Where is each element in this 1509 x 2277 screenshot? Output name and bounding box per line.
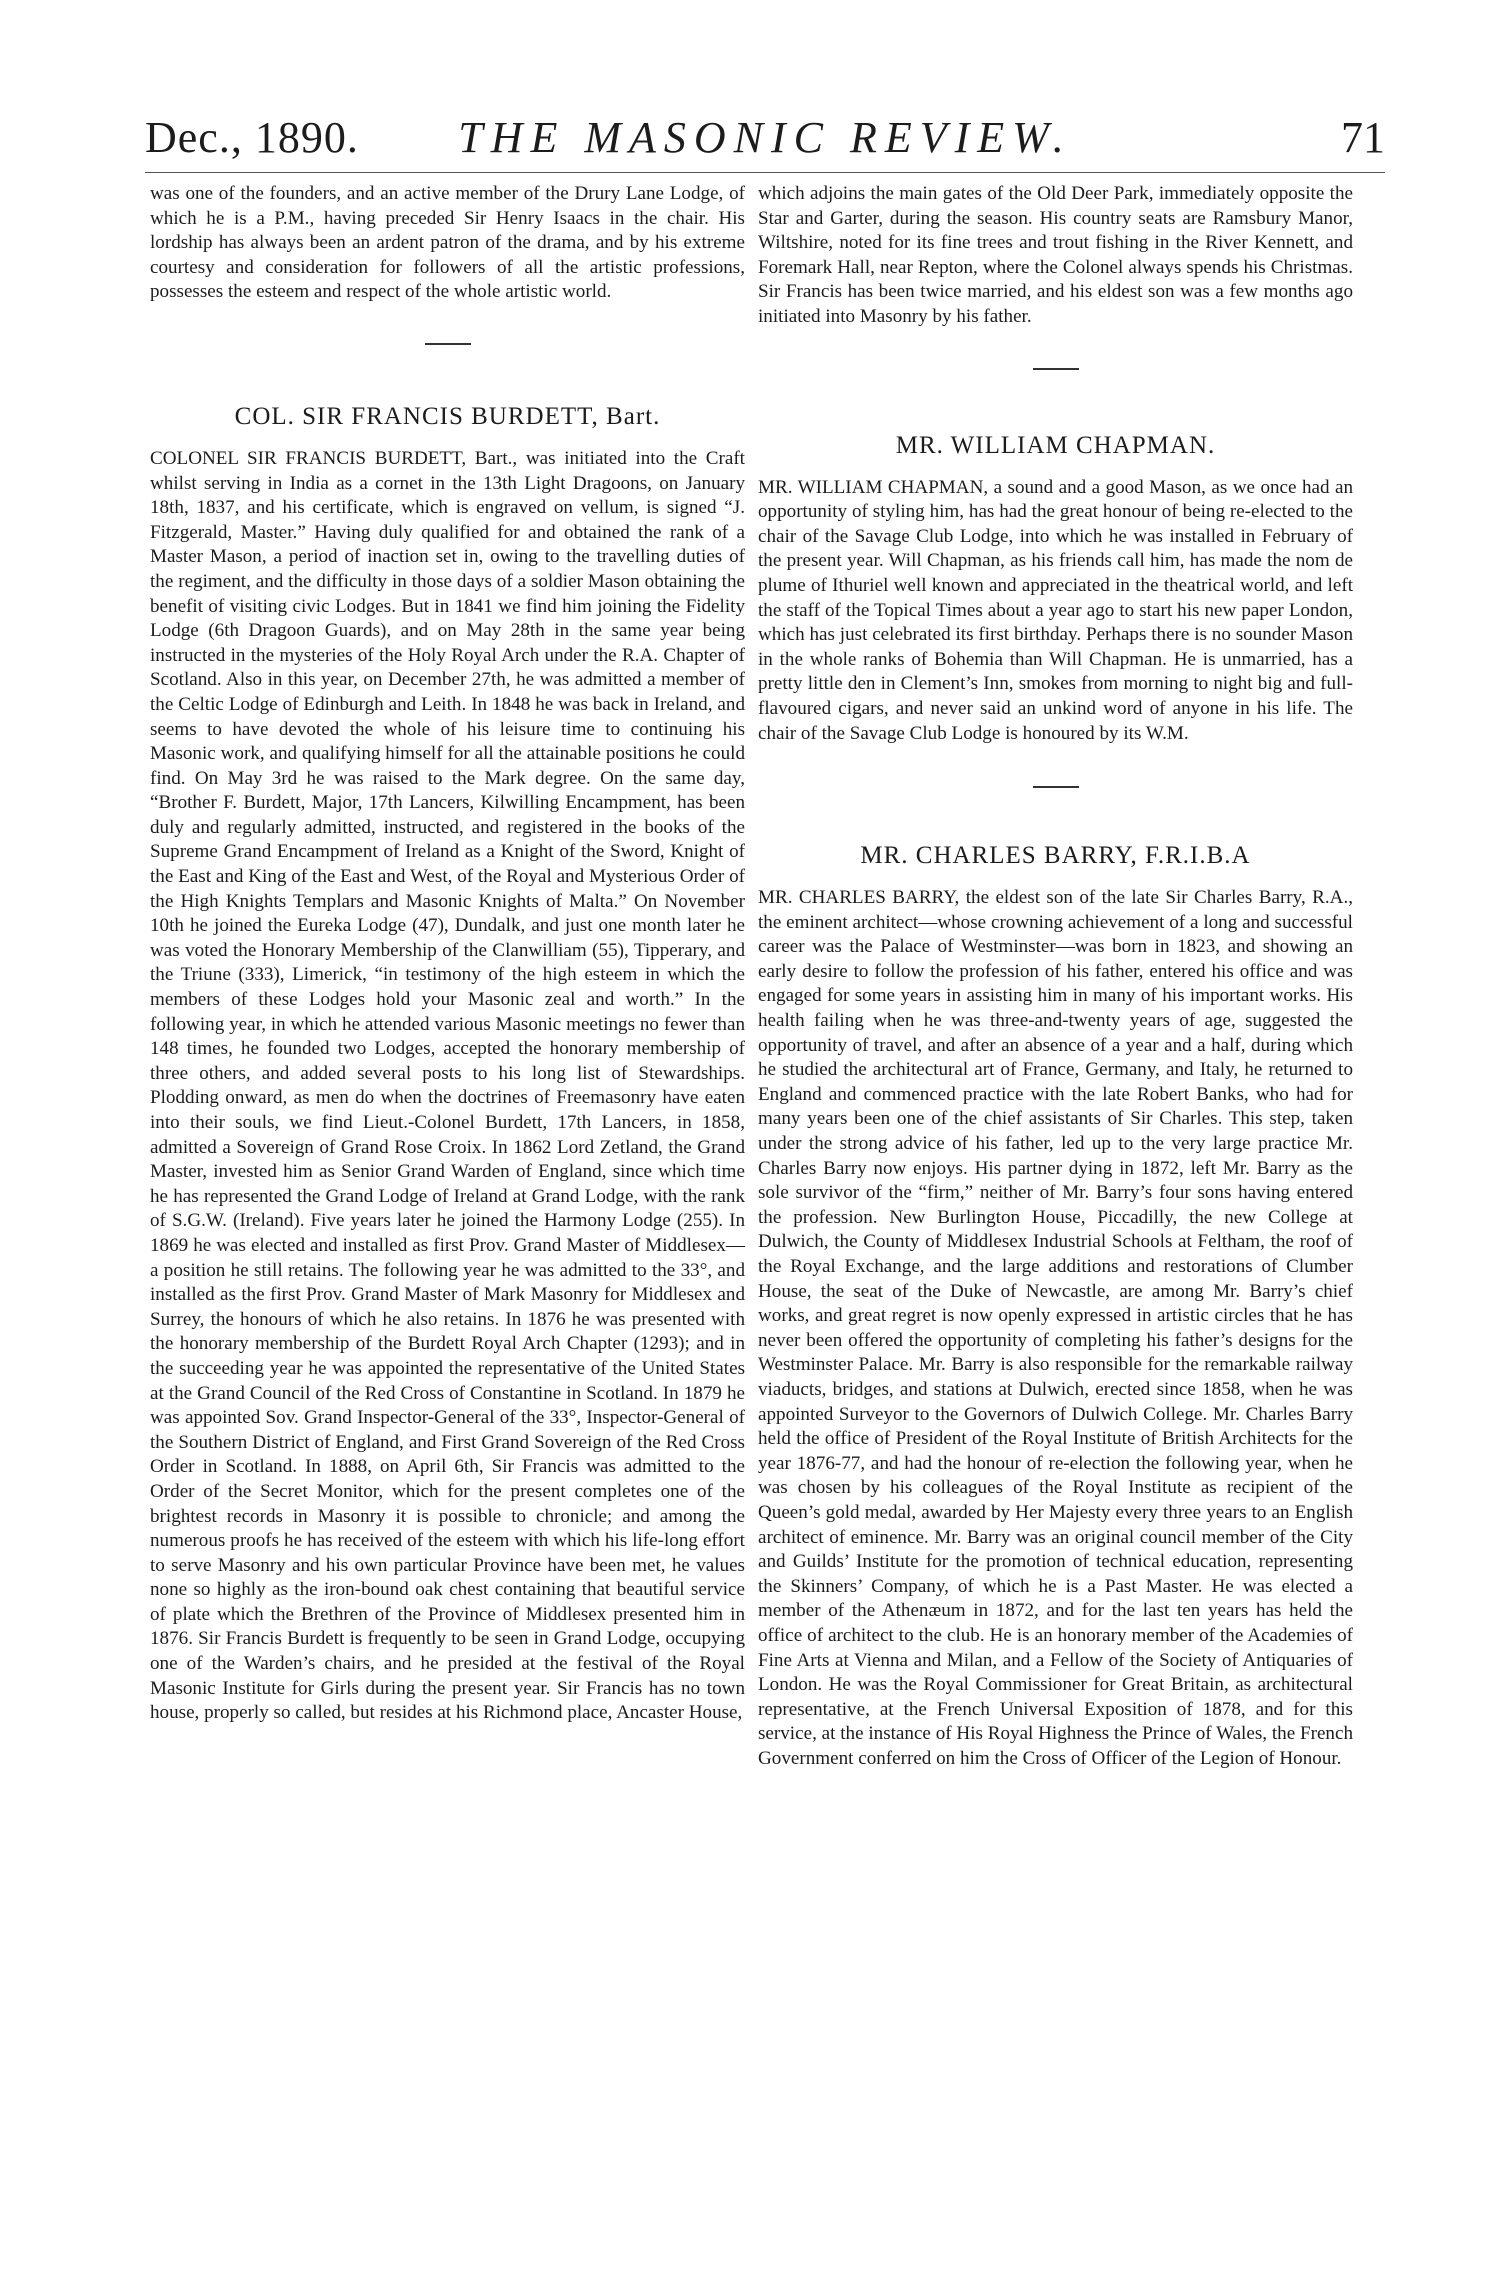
barry-article-body: MR. CHARLES BARRY, the eldest son of the late Sir Charles Barry, R.A., the eminent architect—whose crowning achievement of a long and successful career was the Palace of Westminster—was born in 1823, and showing an early desire to follow the profession of his father, entered his office and was engaged for some years in assisting him in many of his important works. His health failing when he was three-and-twenty years of age, suggested the opportunity of travel, and after an absence of a year and a half, during which he studied the architectural art of France, Germany, and Italy, he returned to England and commenced practice with the late Robert Banks, who had for many years been one of the chief assistants of Sir Charles. This step, taken under the strong advice of his father, led up to the very large practice Mr. Charles Barry now enjoys. His partner dying in 1872, left Mr. Barry as the sole survivor of the “firm,” neither of Mr. Barry’s four sons having entered the profession. New Burlington House, Piccadilly, the new College at Dulwich, the County of Middlesex Industrial Schools at Feltham, the roof of the Royal Exchange, and the large additions and restorations of Clumber House, the seat of the Duke of Newcastle, are among Mr. Barry’s chief works, and great regret is now openly expressed in artistic circles that he has never been offered the opportunity of completing his father’s designs for the Westminster Palace. Mr. Barry is also responsible for the remarkable railway viaducts, bridges, and stations at Dulwich, erected since 1858, when he was appointed Surveyor to the Governors of Dulwich College. Mr. Charles Barry held the office of President of the Royal Institute of British Architects for the year 1876-77, and had the honour of re-election the following year, when he was chosen by his colleagues of the Royal Institute as recipient of the Queen’s gold medal, awarded by Her Majesty every three years to an English architect of eminence. Mr. Barry was an original council member of the City and Guilds’ Institute for the promotion of technical education, representing the Skinners’ Company, of which he is a Past Master. He was elected a member of the Athenæum in 1872, and for the last ten years has held the office of architect to the club. He is an honorary member of the Academies of Fine Arts at Vienna and Milan, and a Fellow of the Society of Antiquaries of London. He was the Royal Commissioner for Great Britain, as architectural representative, at the French Universal Exposition of 1878, and for this service, at the instance of His Royal Highness the Prince of Wales, the French Government conferred on him the Cross of Officer of the Legion of Honour. [758,887,1353,1769]
continuation-paragraph: which adjoins the main gates of the Old Deer Park, immediately opposite the Star and Garter, during the season. His country seats are Ramsbury Manor, Wiltshire, noted for its fine trees and trout fishing in the River Kennett, and Foremark Hall, near Repton, where the Colonel always spends his Christmas. Sir Francis has been twice married, and his eldest son was a few months ago initiated into Masonry by his father. [758,183,1353,327]
chapman-article-body: MR. WILLIAM CHAPMAN, a sound and a good Mason, as we once had an opportunity of styling him, has had the great honour of being re-elected to the chair of the Savage Club Lodge, into which he was installed in February of the present year. Will Chapman, as his friends call him, has made the nom de plume of Ithuriel well known and appreciated in the theatrical world, and left the staff of the Topical Times about a year ago to start his new paper London, which has just celebrated its first birthday. Perhaps there is no sounder Mason in the whole ranks of Bohemia than Will Chapman. He is unmarried, has a pretty little den in Clement’s Inn, smokes from morning to night big and full-flavoured cigars, and never said an unkind word of anyone in his life. The chair of the Savage Club Lodge is honoured by its W.M. [758,476,1353,744]
burdett-article-body: COLONEL SIR FRANCIS BURDETT, Bart., was initiated into the Craft whilst serving in India as a cornet in the 13th Light Dragoons, on January 18th, 1837, and his certificate, which is engraved on vellum, is signed “J. Fitzgerald, Master.” Having duly qualified for and obtained the rank of a Master Mason, a period of inaction set in, owing to the travelling duties of the regiment, and the difficulty in those days of a soldier Mason obtaining the benefit of visiting civic Lodges. But in 1841 we find him joining the Fidelity Lodge (6th Dragoon Guards), and on May 28th in the same year being instructed in the mysteries of the Holy Royal Arch under the R.A. Chapter of Scotland. Also in this year, on December 27th, he was admitted a member of the Celtic Lodge of Edinburgh and Leith. In 1848 he was back in Ireland, and seems to have devoted the whole of his leisure time to continuing his Masonic work, and qualifying himself for all the attainable positions he could find. On May 3rd he was raised to the Mark degree. On the same day, “Brother F. Burdett, Major, 17th Lancers, Kilwilling Encampment, has been duly and regularly admitted, instructed, and registered in the books of the Supreme Grand Encampment of Ireland as a Knight of the Sword, Knight of the East and King of the East and West, of the Royal and Mysterious Order of the High Knights Templars and Masonic Knights of Malta.” On November 10th he joined the Eureka Lodge (47), Dundalk, and just one month later he was voted the Honorary Membership of the Clanwilliam (55), Tipperary, and the Triune (333), Limerick, “in testimony of the high esteem in which the members of these Lodges hold your Masonic zeal and worth.” In the following year, in which he attended various Masonic meetings no fewer than 148 times, he founded two Lodges, accepted the honorary membership of three others, and added several posts to his long list of Stewardships. Plodding onward, as men do when the doctrines of Freemasonry have eaten into their souls, we find Lieut.-Colonel Burdett, 17th Lancers, in 1858, admitted a Sovereign of Grand Rose Croix. In 1862 Lord Zetland, the Grand Master, invested him as Senior Grand Warden of England, since which time he has represented the Grand Lodge of Ireland at Grand Lodge, with the rank of S.G.W. (Ireland). Five years later he joined the Harmony Lodge (255). In 1869 he was elected and installed as first Prov. Grand Master of Middlesex—a position he still retains. The following year he was admitted to the 33°, and installed as the first Prov. Grand Master of Mark Masonry for Middlesex and Surrey, the honours of which he also retains. In 1876 he was presented with the honorary membership of the Burdett Royal Arch Chapter (1293); and in the succeeding year he was appointed the representative of the United States at the Grand Council of the Red Cross of Constantine in Scotland. In 1879 he was appointed Sov. Grand Inspector-General of the 33°, Inspector-General of the Southern District of England, and First Grand Sovereign of the Red Cross Order in Scotland. In 1888, on April 6th, Sir Francis was admitted to the Order of the Secret Monitor, which for the present completes one of the brightest records in Masonry it is possible to chronicle; and among the numerous proofs he has received of the esteem with which his life-long effort to serve Masonry and his own particular Province have been met, he values none so highly as the iron-bound oak chest containing that beautiful service of plate which the Brethren of the Province of Middlesex presented him in 1876. Sir Francis Burdett is frequently to be seen in Grand Lodge, occupying one of the Warden’s chairs, and he presided at the festival of the Royal Masonic Institute for Girls during the present year. Sir Francis has no town house, properly so called, but resides at his Richmond place, Ancaster House, [150,447,745,1724]
page-number: 71 [1341,113,1385,162]
issue-date: Dec., 1890. [145,113,359,162]
intro-paragraph: was one of the founders, and an active member of the Drury Lane Lodge, of which he is a P.M., having preceded Sir Henry Isaacs in the chair. His lordship has always been an ardent patron of the drama, and by his extreme courtesy and consideration for followers of all the artistic professions, possesses the esteem and respect of the whole artistic world. [150,183,745,303]
chapman-heading: MR. WILLIAM CHAPMAN. [895,431,1216,459]
left-column [150,182,745,1726]
burdett-heading: COL. SIR FRANCIS BURDETT, Bart. [234,402,661,430]
right-column [758,182,1353,1771]
barry-heading: MR. CHARLES BARRY, F.R.I.B.A [860,842,1251,870]
journal-title: THE MASONIC REVIEW. [458,113,1072,162]
page-header [145,112,1385,173]
